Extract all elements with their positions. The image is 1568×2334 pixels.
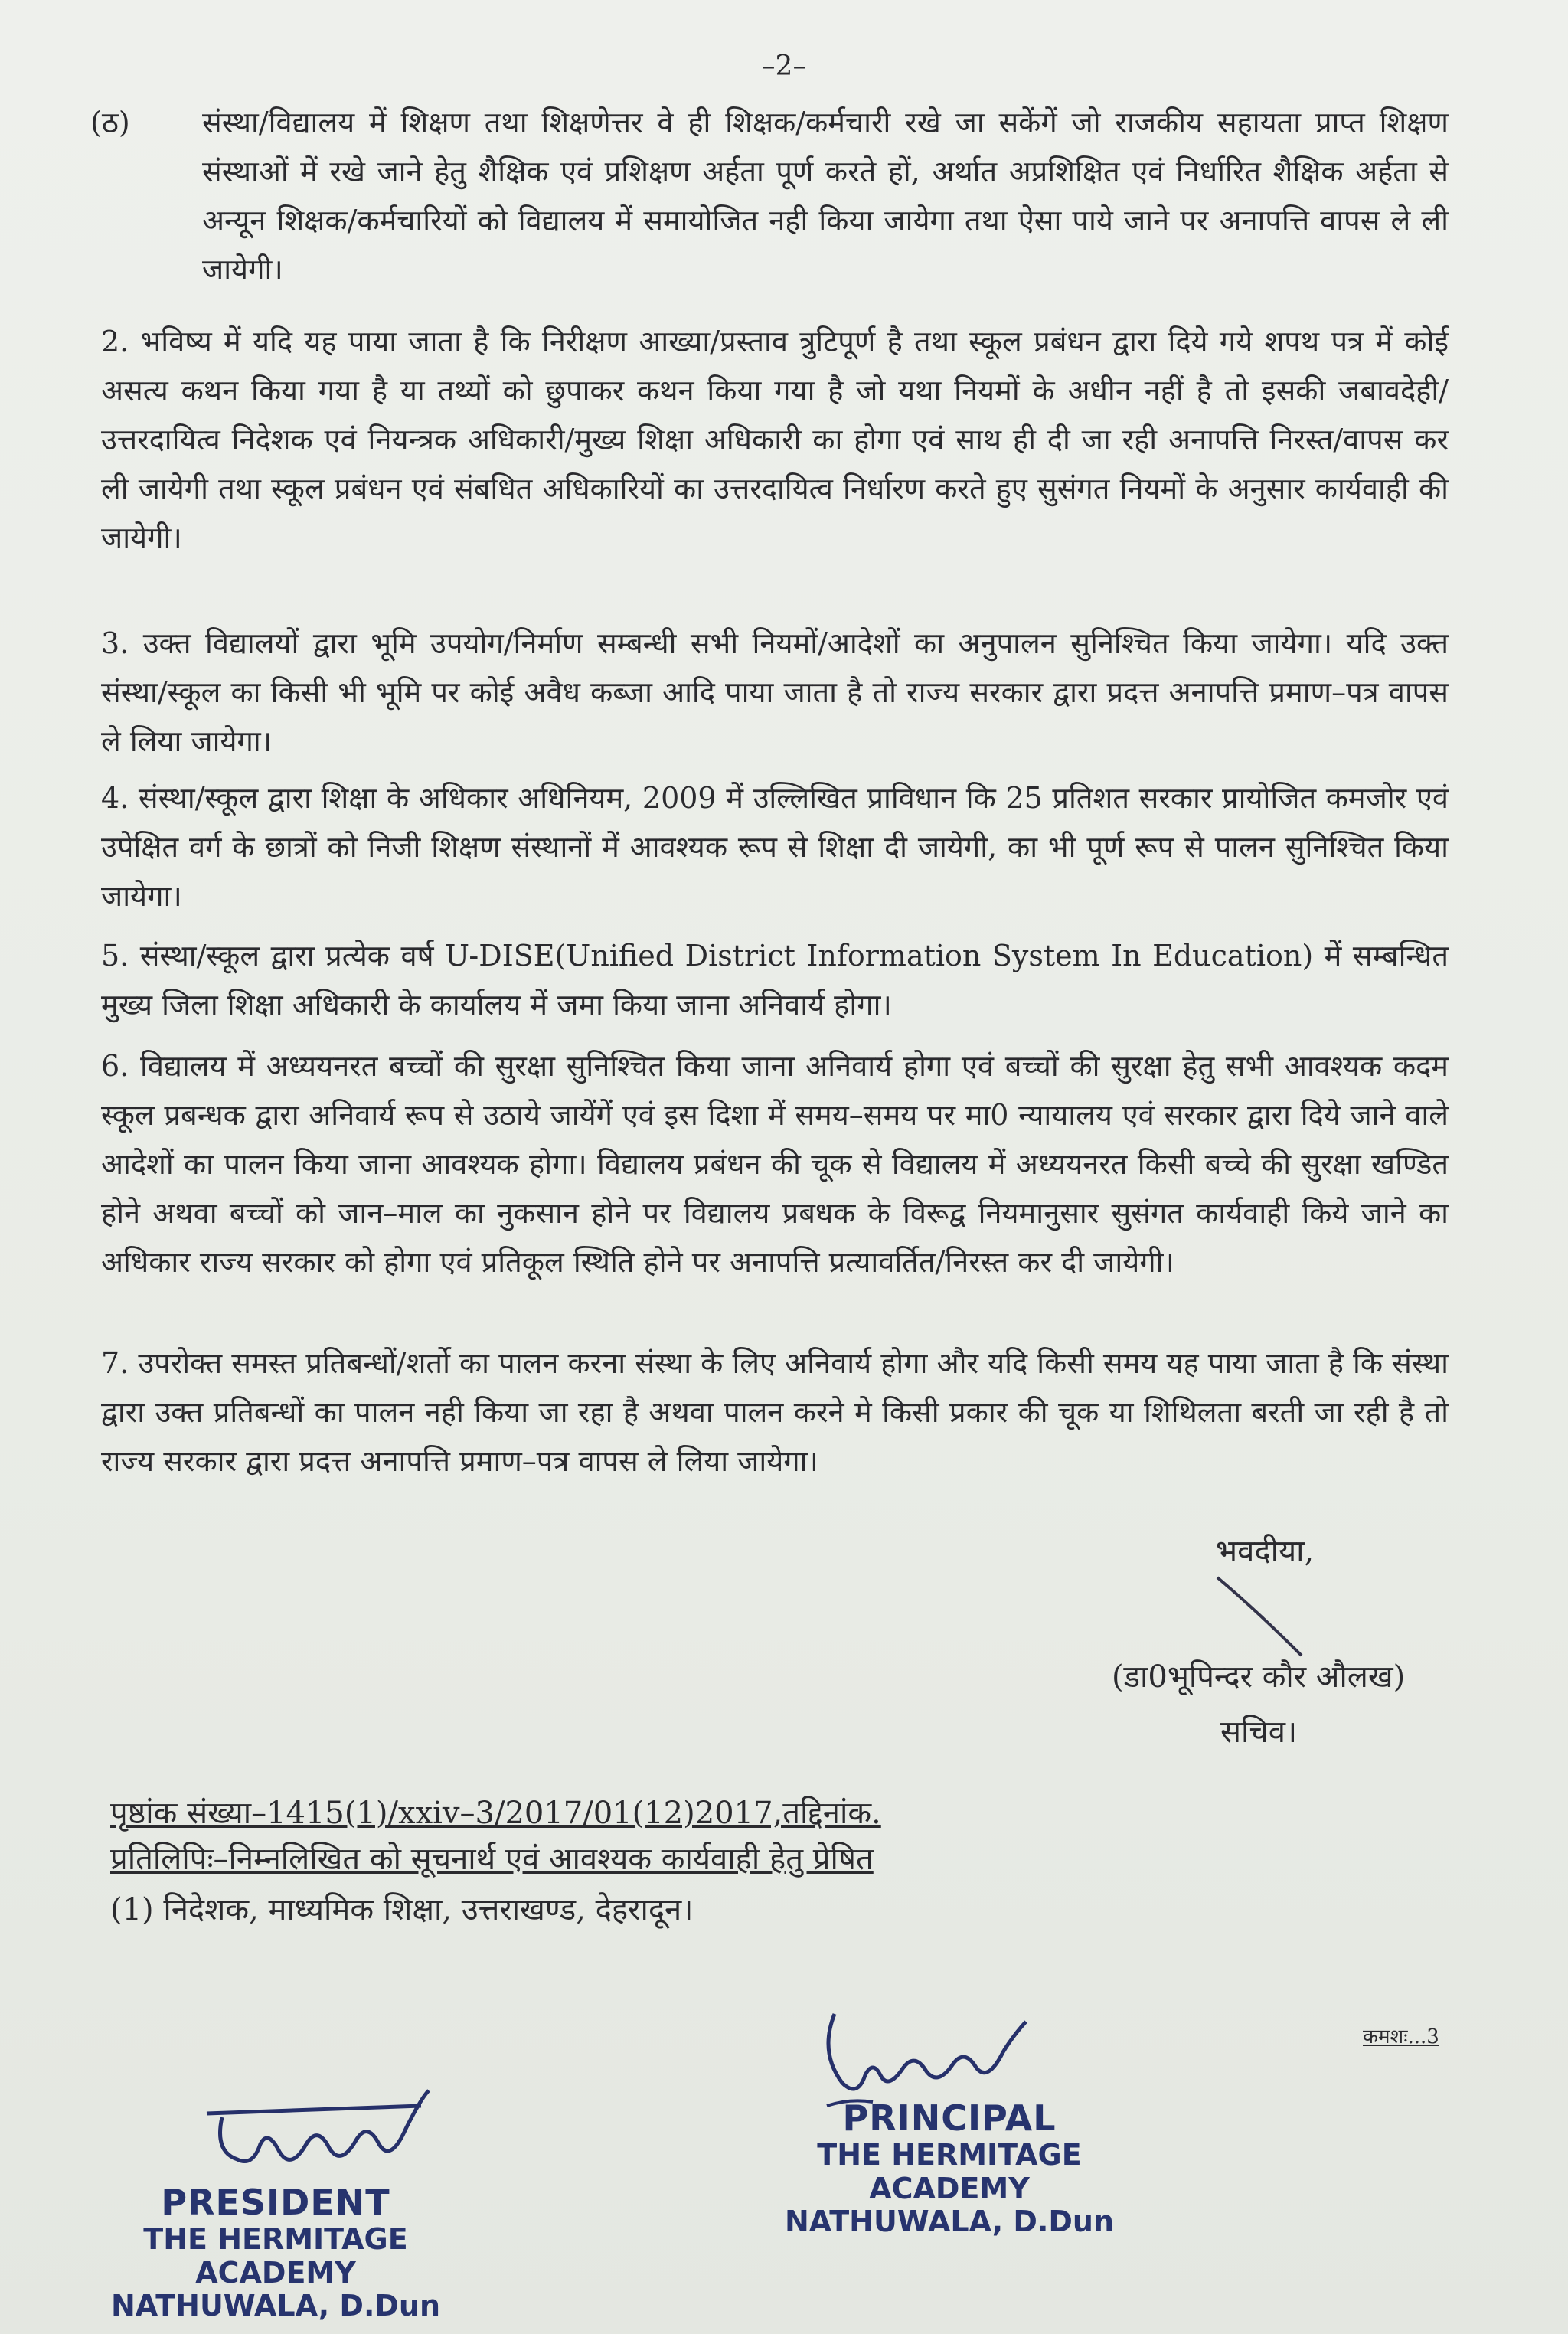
paragraph-2: 2. भविष्य में यदि यह पाया जाता है कि निरीक्षण आख्या/प्रस्ताव त्रुटिपूर्ण है तथा स्कूल प्रबंधन द्वारा दिये गये शपथ पत्र में कोई असत्य कथन किया गया है या तथ्यों को छुपाकर कथन किया गया है जो यथा नियमों के अधीन नहीं है तो इसकी जबावदेही/उत्तरदायित्व निदेशक एवं नियन्त्रक अधिकारी/मुख्य शिक्षा अधिकारी का होगा एवं साथ ही दी जा रही अनापत्ति निरस्त/वापस कर ली जायेगी तथा स्कूल प्रबंधन एवं संबधित अधिकारियों का उत्तरदायित्व निर्धारण करते हुए सुसंगत नियमों के अनुसार कार्यवाही की जायेगी। (101, 325, 1449, 554)
signatory-name: (डा0भूपिन्दर कौर औलख) (1112, 1659, 1406, 1695)
president-stamp-role: PRESIDENT (161, 2182, 390, 2223)
secretary-signature-icon (1210, 1571, 1317, 1663)
continued-marker: कमशः...3 (1363, 2025, 1439, 2048)
clause-marker-tha: (ठ) (90, 106, 130, 139)
paragraph-3: 3. उक्त विद्यालयों द्वारा भूमि उपयोग/निर्माण सम्बन्धी सभी नियमों/आदेशों का अनुपालन सुनिश्चित किया जायेगा। यदि उक्त संस्था/स्कूल का किसी भी भूमि पर कोई अवैध कब्जा आदि पाया जाता है तो राज्य सरकार द्वारा प्रदत्त अनापत्ति प्रमाण–पत्र वापस ले लिया जायेगा। (101, 626, 1449, 758)
endorsement-number: पृष्ठांक संख्या–1415(1)/xxiv–3/2017/01(12)2017,तद्दिनांक. (110, 1796, 881, 1831)
paragraph-7: 7. उपरोक्त समस्त प्रतिबन्धों/शर्तो का पालन करना संस्था के लिए अनिवार्य होगा और यदि किसी समय यह पाया जाता है कि संस्था द्वारा उक्त प्रतिबन्धों का पालन नही किया जा रहा है अथवा पालन करने मे किसी प्रकार की चूक या शिथिलता बरती जा रही है तो राज्य सरकार द्वारा प्रदत्त अनापत्ति प्रमाण–पत्र वापस ले लिया जायेगा। (101, 1346, 1449, 1478)
principal-stamp-place: NATHUWALA, D.Dun (784, 2205, 1115, 2239)
president-stamp (77, 2182, 475, 2323)
page-number: –2– (761, 51, 807, 82)
paragraph-4: 4. संस्था/स्कूल द्वारा शिक्षा के अधिकार अधिनियम, 2009 में उल्लिखित प्राविधान कि 25 प्रतिशत सरकार प्रायोजित कमजोर एवं उपेक्षित वर्ग के छात्रों को निजी शिक्षण संस्थानों में आवश्यक रूप से शिक्षा दी जायेगी, का भी पूर्ण रूप से पालन सुनिश्चित किया जायेगा। (101, 781, 1449, 913)
paragraph-5: 5. संस्था/स्कूल द्वारा प्रत्येक वर्ष U-DISE(Unified District Information System In Education) में सम्बन्धित मुख्य जिला शिक्षा अधिकारी के कार्यालय में जमा किया जाना अनिवार्य होगा। (101, 939, 1449, 1022)
signatory-designation: सचिव। (1220, 1715, 1298, 1750)
paragraph-6: 6. विद्यालय में अध्ययनरत बच्चों की सुरक्षा सुनिश्चित किया जाना अनिवार्य होगा एवं बच्चों की सुरक्षा हेतु सभी आवश्यक कदम स्कूल प्रबन्धक द्वारा अनिवार्य रूप से उठाये जायेंगें एवं इस दिशा में समय–समय पर मा0 न्यायालय एवं सरकार द्वारा दिये जाने वाले आदेशों का पालन किया जाना आवश्यक होगा। विद्यालय प्रबंधन की चूक से विद्यालय में अध्ययनरत किसी बच्चे की सुरक्षा खण्डित होने अथवा बच्चों को जान–माल का नुकसान होने पर विद्यालय प्रबधक के विरूद्व नियमानुसार सुसंगत कार्यवाही किये जाने का अधिकार राज्य सरकार को होगा एवं प्रतिकूल स्थिति होने पर अनापत्ति प्रत्यावर्तित/निरस्त कर दी जायेगी। (101, 1049, 1449, 1279)
copy-to-line: प्रतिलिपिः–निम्नलिखित को सूचनार्थ एवं आवश्यक कार्यवाही हेतु प्रेषित (110, 1842, 874, 1877)
president-stamp-org: THE HERMITAGE ACADEMY (143, 2221, 408, 2290)
principal-stamp (750, 2098, 1148, 2239)
clause-tha-text: संस्था/विद्यालय में शिक्षण तथा शिक्षणेत्तर वे ही शिक्षक/कर्मचारी रखे जा सकेंगें जो राजकीय सहायता प्राप्त शिक्षण संस्थाओं में रखे जाने हेतु शैक्षिक एवं प्रशिक्षण अर्हता पूर्ण करते हों, अर्थात अप्रशिक्षित एवं निर्धारित शैक्षिक अर्हता से अन्यून शिक्षक/कर्मचारियों को विद्यालय में समायोजित नही किया जायेगा तथा ऐसा पाये जाने पर अनापत्ति वापस ले ली जायेगी। (202, 106, 1449, 286)
salutation: भवदीया, (1216, 1534, 1315, 1569)
principal-stamp-org: THE HERMITAGE ACADEMY (817, 2137, 1082, 2205)
president-signature-icon (191, 2083, 452, 2182)
principal-stamp-role: PRINCIPAL (842, 2097, 1057, 2139)
president-stamp-place: NATHUWALA, D.Dun (110, 2289, 441, 2323)
recipient-1: (1) निदेशक, माध्यमिक शिक्षा, उत्तराखण्ड, देहरादून। (110, 1892, 694, 1927)
principal-signature-icon (812, 1999, 1041, 2113)
